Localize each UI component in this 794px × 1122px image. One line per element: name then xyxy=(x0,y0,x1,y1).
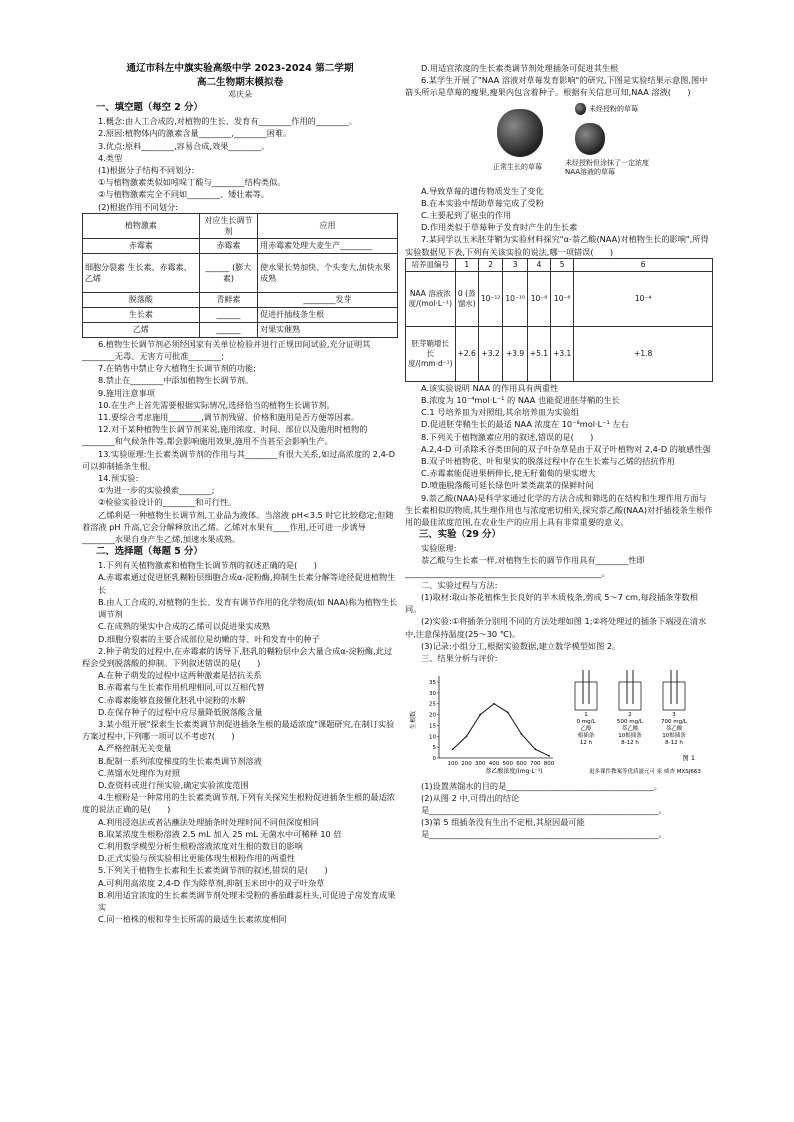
table-cell: 0 (蒸馏水) xyxy=(455,271,478,326)
watermark-text: 更多课件教案等优质滋元可 家 威杏 MXSJ663 xyxy=(589,769,701,776)
text-line: A.利用浸泡法或者沾蘸法处理插条时处理时间不同但深度相同 xyxy=(98,816,319,827)
text-line: A.赤霉素通过促进胚乳糊粉层细胞合成α-淀粉酶,抑制生长素分解等途径促进植物生长 xyxy=(98,572,396,595)
text-line: 4.类型 xyxy=(98,152,123,163)
x-tick-label: 500 xyxy=(502,761,513,768)
text-line: 7.某同学以玉米胚芽鞘为实验材料探究"α-萘乙酸(NAA)对植物生长的影响",所得实验数据见下表,下列有关该实验的说法,哪一项错误( ) xyxy=(405,234,709,257)
text-line: 是________________________________________________________。 xyxy=(421,804,667,815)
table1-header: 应用 xyxy=(258,213,398,238)
text-line: 5.下列关于植物生长素和生长素类调节剂的叙述,错误的是( ) xyxy=(98,865,328,876)
table-cell: 对果实催熟 xyxy=(258,322,398,337)
text-line: ①为进一步的实验摸索________; xyxy=(98,485,215,496)
table-cell: ________发芽 xyxy=(258,292,398,307)
text-line: ②检验实验设计的________和可行性。 xyxy=(98,497,237,508)
table-cell: +2.6 xyxy=(455,326,478,381)
beaker-label: 0 mg/L xyxy=(576,719,596,726)
text-line: C.1 号培养皿为对照组,其余培养皿为实验组 xyxy=(421,407,579,418)
text-line: (1)取材:取山茶花植株生长良好的半木质枝条,剪成 5～7 cm,每段插条芽数相同。 xyxy=(405,592,698,615)
beaker-label: 500 mg/L xyxy=(616,719,644,726)
table-cell: 2 xyxy=(478,258,503,271)
table-cell: 细胞分裂素 生长素、赤霉素、乙烯 xyxy=(83,253,200,292)
text-line: B.由人工合成的,对植物的生长、发育有调节作用的化学物质(如 NAA)称为植物生长调节剂 xyxy=(98,596,398,620)
y-tick-label: 35 xyxy=(429,680,436,687)
text-line: (2)实验:①将插条分别用不同的方法处理如图 1;②将处理过的插条下端浸在清水中,注意保持温度(25～30 ℃)。 xyxy=(405,616,707,639)
table-cell: +1.8 xyxy=(574,326,713,381)
table1-header: 植物激素 xyxy=(83,213,200,238)
text-line: A.严格控制无关变量 xyxy=(98,743,172,754)
fill-blank-questions-a xyxy=(82,115,398,213)
table-row xyxy=(83,307,398,322)
right-column xyxy=(405,62,713,841)
exam-title-1: 通辽市科左中旗实验高级中学 2023-2024 第二学期 xyxy=(126,63,354,74)
data-point xyxy=(507,712,509,714)
table-cell: 10⁻⁴ xyxy=(574,271,713,326)
y-tick-label: 5 xyxy=(432,745,436,752)
fig1-label-right: 未经授粉但涂抹了一定浓度NAA溶液的草莓 xyxy=(565,158,649,176)
text-line: (1)设置蒸馏水的目的是____________________________________。 xyxy=(421,780,662,791)
table-cell: ______ xyxy=(199,322,257,337)
text-line: A.2,4-D 可杀除禾谷类田间的双子叶杂草是由于双子叶植物对 2,4-D 的敏感性强 xyxy=(421,443,711,454)
text-line: B.双子叶植物花、叶和果实的脱落过程中存在生长素与乙烯的拮抗作用 xyxy=(421,456,675,467)
choice-questions-right-a xyxy=(405,62,713,99)
text-line: C.蒸馏水处理作为对照 xyxy=(98,767,181,778)
text-line: D.正式实验与预实验相比更能体现生根粉作用的两重性 xyxy=(98,853,296,864)
text-line: 1.下列有关植物激素和植物生长调节剂的叙述正确的是( ) xyxy=(98,560,317,571)
text-line: A.可利用高浓度 2,4-D 作为除草剂,抑制玉米田中的双子叶杂草 xyxy=(98,877,325,888)
table-row xyxy=(406,271,713,326)
table-cell: 10⁻⁶ xyxy=(551,271,574,326)
table-cell: 用赤霉素处理大麦生产________ xyxy=(258,238,398,253)
text-line: 7.在销售中禁止夸大植物生长调节剂的功能; xyxy=(98,363,256,374)
text-line: B.利用适宜浓度的生长素类调节剂处理未受粉的番茄雌蕊柱头,可促进子房发育成果实 xyxy=(98,889,396,912)
table-cell: ______ (膨大素) xyxy=(199,253,257,292)
text-line: D.喷施脱落酸可延长绿色叶菜类蔬菜的保鲜时间 xyxy=(421,480,594,491)
beaker-label: 萘乙酸 xyxy=(665,726,683,733)
table-cell: ______ xyxy=(199,307,257,322)
beaker-label: 8-12 h xyxy=(665,740,683,747)
y-tick-label: 20 xyxy=(429,712,436,719)
table-cell: 培养皿编号 xyxy=(406,258,456,271)
text-line: D.用适宜浓度的生长素类调节剂处理插条可促进其生根 xyxy=(421,63,619,73)
y-tick-label: 25 xyxy=(429,702,436,709)
y-axis-label: 生根数 xyxy=(410,711,417,730)
left-column xyxy=(82,62,398,925)
text-line: (2)从图 2 中,可得出的结论 xyxy=(421,792,520,803)
text-line: C.在成熟的果实中合成的乙烯可以促进果实成熟 xyxy=(98,621,271,632)
text-line: 4.生根粉是一种常用的生长素类调节剂,下列有关探究生根粉促进插条生根的最适浓度的说法正确的是( ) xyxy=(82,792,395,815)
beaker-label: 1 xyxy=(584,712,588,719)
strawberry-figure xyxy=(405,103,713,181)
choice-questions-left xyxy=(82,559,398,925)
experiment-questions xyxy=(405,780,713,841)
beaker-label: 2 xyxy=(628,712,632,719)
table-cell: 5 xyxy=(551,258,574,271)
text-line: 三、结果分析与评价: xyxy=(421,653,498,664)
text-line: 9.萘乙酸(NAA)是科学家通过化学的方法合成和筛选的在结构和生理作用方面与生长素相似的物质,其生理作用也与浓度密切相关,探究萘乙酸(NAA)对扦插枝条生根作用的最佳浓度范围,在农业生产的应用上具有非常重要的意义。 xyxy=(405,492,713,528)
table-cell: +5.1 xyxy=(527,326,550,381)
beaker-label: 根插条 xyxy=(577,733,595,740)
text-line: 是________________________________________________________。 xyxy=(421,829,667,840)
unpollinated-strawberry-icon xyxy=(575,103,586,115)
table-cell: 脱落酸 xyxy=(83,292,200,307)
text-line: B.取某浓度生根粉溶液 2.5 mL 加入 25 mL 无菌水中可稀释 10 倍 xyxy=(98,828,342,839)
text-line: 3.优点:原料________,容易合成,效果________。 xyxy=(98,140,270,151)
choice-questions-right-b xyxy=(405,185,713,258)
table-row xyxy=(83,292,398,307)
text-line: C.利用数学模型分析生根粉溶液浓度对生根的数目的影响 xyxy=(98,840,303,851)
fill-blank-questions-b xyxy=(82,338,398,545)
table-cell: 青鲜素 xyxy=(199,292,257,307)
data-point xyxy=(521,734,523,736)
text-line: 乙烯利是一种植物生长调节剂,工业品为液体。当溶液 pH<3.5 时它比较稳定;但随着溶液 pH 升高,它会分解释放出乙烯。乙烯对水果有____作用,还可进一步诱导________水果自身产生乙烯,加速水果成熟。 xyxy=(82,509,394,545)
x-tick-label: 600 xyxy=(516,761,527,768)
beaker-label: 萘乙酸 xyxy=(621,726,639,733)
table-cell: 促进扦插枝条生根 xyxy=(258,307,398,322)
text-line: 6.某学生开展了"NAA 溶液对草莓发育影响"的研究,下图是实验结果示意图,图中箭头所示是草莓的瘦果,瘦果内包含着种子。根据有关信息可知,NAA 溶液( ) xyxy=(405,75,708,98)
beaker-figure xyxy=(575,670,695,762)
text-line: B.配制一系列浓度梯度的生长素类调节剂溶液 xyxy=(98,755,262,766)
table-row xyxy=(406,258,713,271)
rooting-curve xyxy=(453,704,549,756)
text-line: D.查资料或进行预实验,确定实验浓度范围 xyxy=(98,779,249,790)
table-cell: +3.2 xyxy=(478,326,503,381)
text-line: 3.某小组开展"探索生长素类调节剂促进插条生根的最适浓度"课题研究,在制订实验方案过程中,下列哪一项可以不考虑?( ) xyxy=(82,718,395,742)
text-line: ①与植物激素类似如吲哚丁酸与________结构类似。 xyxy=(98,177,286,188)
table-row xyxy=(83,238,398,253)
normal-strawberry-icon xyxy=(497,109,543,157)
x-tick-label: 200 xyxy=(461,761,472,768)
table-row xyxy=(406,326,713,381)
table-cell: 赤霉素 xyxy=(199,238,257,253)
y-tick-label: 15 xyxy=(429,723,436,730)
figure-1-caption: 图 1 xyxy=(682,754,695,763)
text-line: A.该实验说明 NAA 的作用具有两重性 xyxy=(421,382,559,393)
text-line: 12.对于某种植物生长调节剂来说,施用浓度、时间、部位以及施用时植物的________和气候条件等,都会影响施用效果,施用不当甚至会影响生产。 xyxy=(82,424,368,447)
choice-questions-right-c xyxy=(405,382,713,528)
data-point xyxy=(548,755,550,757)
table-cell: 1 xyxy=(455,258,478,271)
beaker-label: 700 mg/L xyxy=(660,719,688,726)
text-line: 10.在生产上首先需要根据实际情况,选择恰当的植物生长调节剂。 xyxy=(98,399,335,410)
data-point xyxy=(479,714,481,716)
experiment-text xyxy=(405,542,713,664)
table-cell: 10⁻¹² xyxy=(478,271,503,326)
table-cell: 10⁻¹⁰ xyxy=(503,271,528,326)
x-axis-label: 萘乙酸浓度/(mg·L⁻¹) xyxy=(485,768,543,776)
text-line: C.主要起到了驱虫的作用 xyxy=(421,210,512,221)
fig1-label-left: 正常生长的草莓 xyxy=(493,162,542,171)
table-row xyxy=(83,253,398,292)
text-line: 2.种子萌发的过程中,在赤霉素的诱导下,胚乳的糊粉层中会大量合成α-淀粉酶,此过程会受到脱落酸的抑制。下列叙述错误的是( ) xyxy=(82,645,393,668)
table-cell: NAA 溶液浓度/(mol·L⁻¹) xyxy=(406,271,456,326)
table-cell: 使水果长势加快、个头变大,加快水果成熟 xyxy=(258,253,398,292)
text-line: 13.实验原理:生长素类调节剂的作用与其________有很大关系,如过高浓度的 2,4-D 可以抑制插条生根。 xyxy=(82,448,396,471)
table-cell: 3 xyxy=(503,258,528,271)
beaker-label: 10根插条 xyxy=(618,733,642,740)
table-cell: 生长素 xyxy=(83,307,200,322)
text-line: ②与植物激素完全不同如________、矮壮素等。 xyxy=(98,189,270,200)
section-choice: 二、选择题（每题 5 分） xyxy=(96,546,203,558)
table-row xyxy=(83,322,398,337)
data-point xyxy=(534,749,536,751)
text-line: C.同一植株的根和芽生长所需的最适生长素浓度相同 xyxy=(98,914,287,925)
text-line: B.在本实验中帮助草莓完成了受粉 xyxy=(421,197,544,208)
y-tick-label: 10 xyxy=(429,734,436,741)
beaker-label: 3 xyxy=(672,712,676,719)
text-line: D.促进胚芽鞘生长的最适 NAA 浓度在 10⁻⁸mol·L⁻¹ 左右 xyxy=(421,419,629,430)
x-tick-label: 700 xyxy=(530,761,541,768)
table-cell: +3.9 xyxy=(503,326,528,381)
text-line: 2.原因:植物体内的激素含量________,________困难。 xyxy=(98,128,292,139)
beaker-label: 乙醇 xyxy=(580,726,592,733)
naa-data-table xyxy=(405,258,713,382)
text-line: A.在种子萌发的过程中这两种激素是拮抗关系 xyxy=(98,670,262,681)
text-line: D.在保存种子的过程中应尽量降低脱落酸含量 xyxy=(98,706,263,717)
text-line: 6.植物生长调节剂必须经国家有关单位检验并进行正规田间试验,充分证明其________无毒、无害方可批准________; xyxy=(82,338,371,362)
beaker-label: 12 h xyxy=(579,740,593,747)
table-cell: 胚芽鞘增长长度/(mm·d⁻¹) xyxy=(406,326,456,381)
section-fill-blank: 一、填空题（每空 2 分） xyxy=(96,102,203,114)
text-line: 9.施用注意事项 xyxy=(98,387,155,398)
text-line: (3)记录:小组分工,根据实验数据,建立数学模型如图 2。 xyxy=(421,640,621,651)
text-line: A.导致草莓的遗传物质发生了变化 xyxy=(421,185,544,196)
data-point xyxy=(466,736,468,738)
x-tick-label: 800 xyxy=(543,761,555,768)
text-line: 实验原理: xyxy=(421,543,457,554)
text-line: 1.概念:由人工合成的,对植物的生长、发育有________作用的________。 xyxy=(98,116,357,127)
text-line: D.作用类似于草莓种子发育时产生的生长素 xyxy=(421,222,578,233)
text-line: 萘乙酸与生长素一样,对植物生长的调节作用具有________性即________________________________________________。 xyxy=(405,555,645,578)
fig1-label-top: 未经授粉的草莓 xyxy=(589,104,638,113)
table-cell: 6 xyxy=(574,258,713,271)
table1-header: 对应生长调节剂 xyxy=(199,213,257,238)
table-cell: 赤霉素 xyxy=(83,238,200,253)
text-line: (3)第 5 组插条没有生出不定根,其原因最可能 xyxy=(421,817,585,828)
exam-title-2: 高二生物期末模拟卷 xyxy=(196,76,284,88)
beaker-icon xyxy=(575,682,597,710)
author: 邓庆朵 xyxy=(228,90,252,99)
beaker-icon xyxy=(663,682,685,710)
rooting-line-chart xyxy=(409,676,701,776)
table-cell: 乙烯 xyxy=(83,322,200,337)
table-cell: 10⁻⁸ xyxy=(527,271,550,326)
text-line: D.细胞分裂素的主要合成部位是幼嫩的芽、叶和发育中的种子 xyxy=(98,633,320,644)
text-line: (1)根据分子结构不同划分: xyxy=(98,165,195,176)
text-line: 8.下列关于植物激素应用的叙述,错误的是( ) xyxy=(421,431,594,442)
y-tick-label: 30 xyxy=(429,691,436,698)
x-tick-label: 300 xyxy=(475,761,486,768)
table-cell: +3.1 xyxy=(551,326,574,381)
text-line: 8.禁止在________中添加植物生长调节剂。 xyxy=(98,375,254,386)
text-line: B.浓度为 10⁻⁴mol·L⁻¹ 的 NAA 也能促进胚芽鞘的生长 xyxy=(421,395,620,406)
y-tick-label: 0 xyxy=(432,756,436,763)
figure-2-caption xyxy=(548,775,561,776)
table-cell: 4 xyxy=(527,258,550,271)
text-line: 11.要综合考虑施用________,调节剂残留、价格和施用是否方便等因素。 xyxy=(98,412,360,423)
treated-strawberry-icon xyxy=(575,123,605,155)
x-tick-label: 100 xyxy=(447,761,458,768)
data-point xyxy=(493,703,495,705)
rooting-chart-figure xyxy=(405,664,705,776)
beaker-label: 10根插条 xyxy=(662,733,686,740)
beaker-label: 8-12 h xyxy=(621,740,639,747)
text-line: (2)根据作用不同划分: xyxy=(98,201,178,212)
x-tick-label: 400 xyxy=(488,761,500,768)
data-point xyxy=(452,749,454,751)
text-line: 二、实验过程与方法: xyxy=(421,579,498,590)
text-line: C.赤霉素能够直接催化胚乳中淀粉的水解 xyxy=(98,694,246,705)
text-line: 14.预实验: xyxy=(98,473,139,484)
text-line: B.赤霉素与生长素作用机理相同,可以互相代替 xyxy=(98,682,265,693)
regulator-table xyxy=(82,213,398,338)
section-experiment: 三、实验（29 分） xyxy=(419,529,501,541)
beaker-icon xyxy=(619,682,641,710)
text-line: C.赤霉素能促进果柄伸长,使无籽葡萄的果实增大 xyxy=(421,468,596,479)
